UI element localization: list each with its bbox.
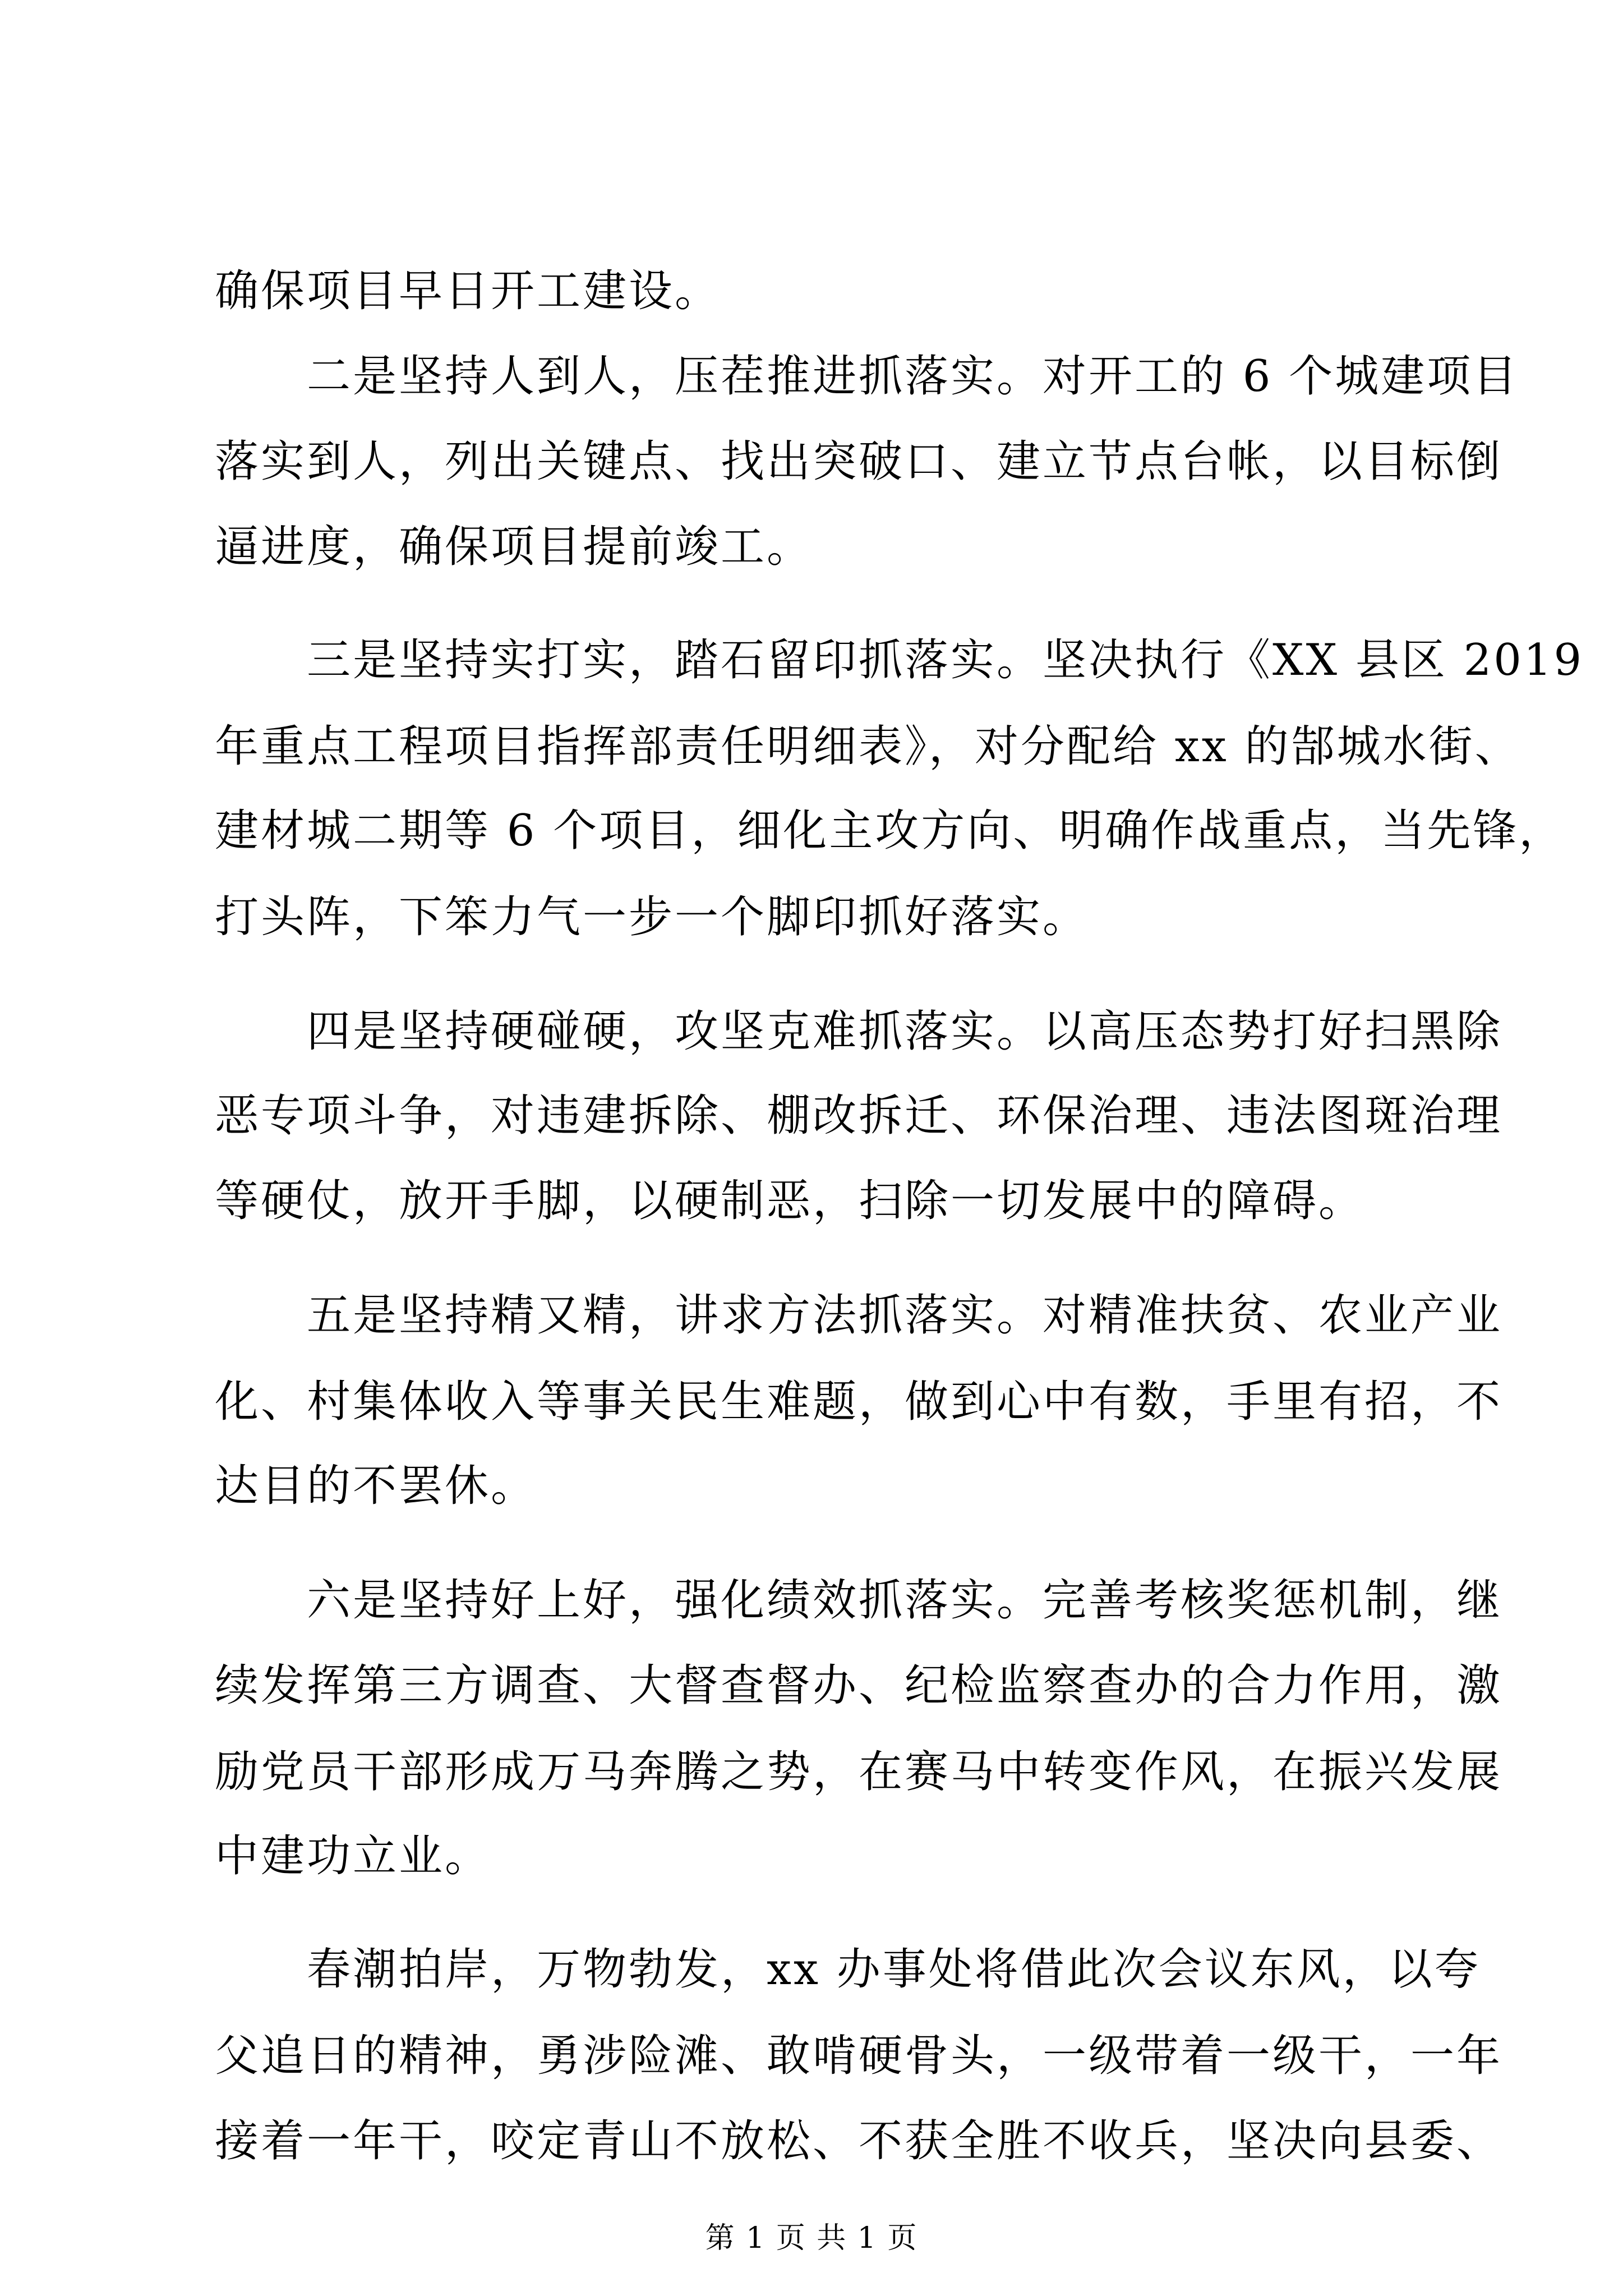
- body-text-line: 年重点工程项目指挥部责任明细表》，对分配给 xx 的郜城水街、: [215, 721, 1521, 772]
- body-text-line: 续发挥第三方调查、大督查督办、纪检监察查办的合力作用，激: [215, 1660, 1503, 1711]
- body-text-line: 建材城二期等 6 个项目，细化主攻方向、明确作战重点，当先锋，: [215, 806, 1565, 856]
- body-text-line: 六是坚持好上好，强化绩效抓落实。完善考核奖惩机制，继: [215, 1575, 1503, 1626]
- body-text-line: 达目的不罢休。: [215, 1461, 537, 1511]
- body-text-line: 接着一年干，咬定青山不放松、不获全胜不收兵，坚决向县委、: [215, 2116, 1503, 2166]
- body-text-line: 恶专项斗争，对违建拆除、棚改拆迁、环保治理、违法图斑治理: [215, 1091, 1503, 1141]
- body-text-line: 励党员干部形成万马奔腾之势，在赛马中转变作风，在振兴发展: [215, 1747, 1503, 1797]
- page-footer: 第 1 页 共 1 页: [705, 2221, 918, 2255]
- body-text-line: 父追日的精神，勇涉险滩、敢啃硬骨头，一级带着一级干，一年: [215, 2031, 1503, 2081]
- body-text-line: 春潮拍岸，万物勃发，xx 办事处将借此次会议东风，以夸: [215, 1944, 1481, 1995]
- body-text-line: 确保项目早日开工建设。: [215, 266, 721, 316]
- body-text-line: 逼进度，确保项目提前竣工。: [215, 522, 813, 572]
- body-text-line: 化、村集体收入等事关民生难题，做到心中有数，手里有招，不: [215, 1377, 1503, 1427]
- body-text-line: 五是坚持精又精，讲求方法抓落实。对精准扶贫、农业产业: [215, 1290, 1503, 1341]
- body-text-line: 中建功立业。: [215, 1831, 491, 1881]
- body-text-line: 三是坚持实打实，踏石留印抓落实。坚决执行《XX 县区 2019: [215, 635, 1584, 685]
- body-text-line: 四是坚持硬碰硬，攻坚克难抓落实。以高压态势打好扫黑除: [215, 1006, 1503, 1057]
- body-text-line: 二是坚持人到人，压茬推进抓落实。对开工的 6 个城建项目: [215, 351, 1519, 402]
- body-text-line: 等硬仗，放开手脚，以硬制恶，扫除一切发展中的障碍。: [215, 1176, 1365, 1226]
- body-text-line: 落实到人，列出关键点、找出突破口、建立节点台帐，以目标倒: [215, 436, 1503, 487]
- body-text-line: 打头阵，下笨力气一步一个脚印抓好落实。: [215, 892, 1089, 942]
